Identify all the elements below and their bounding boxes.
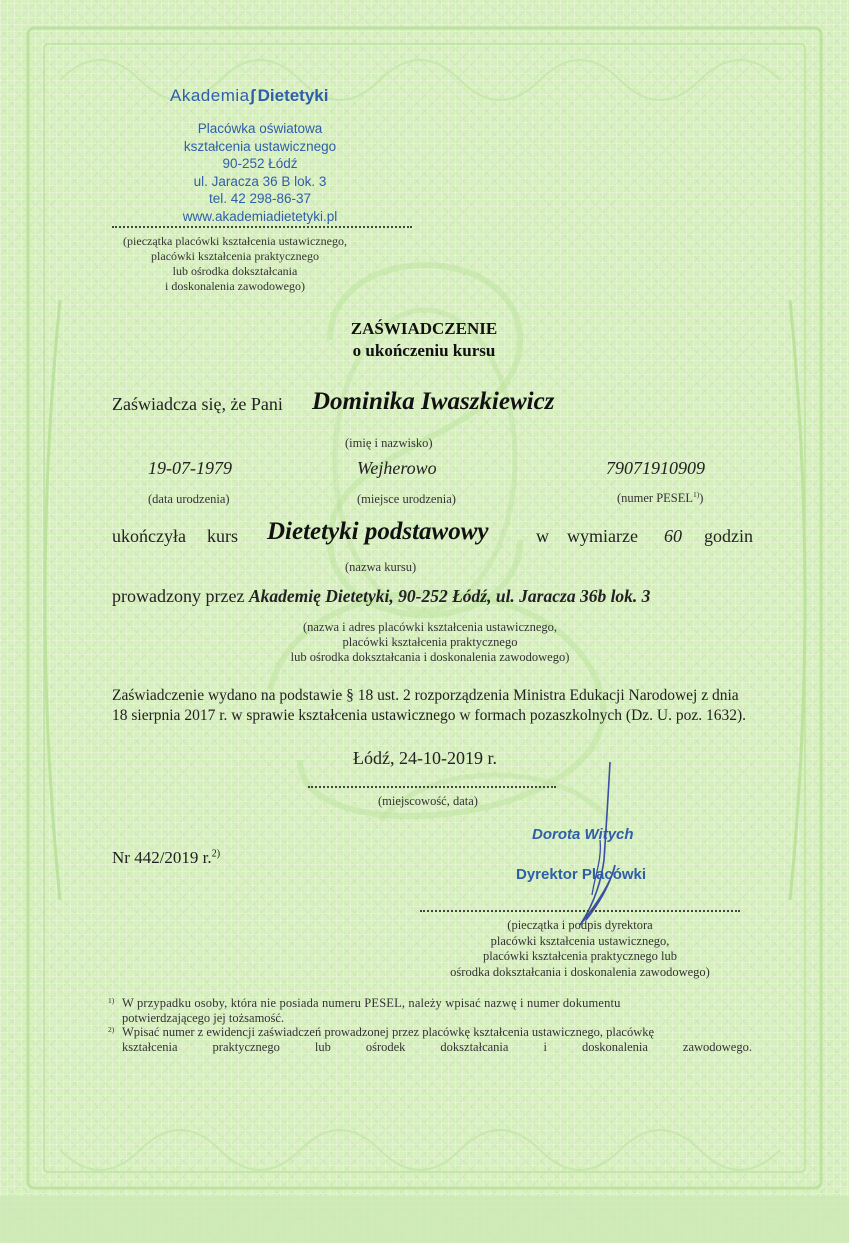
director-stamp-title: Dyrektor Placówki (516, 866, 647, 883)
stamp-caption-line: lub ośrodka dokształcania (172, 264, 298, 278)
director-caption (430, 918, 730, 980)
footnote-ref-1: 1) (693, 490, 700, 499)
footnote-2-word: i (543, 1039, 547, 1054)
footnote-2-word: lub (314, 1039, 331, 1054)
stamp-caption-line: i doskonalenia zawodowego) (165, 279, 305, 293)
stamp-line: 90-252 Łódź (222, 156, 298, 171)
course-word: ukończyła (112, 526, 186, 546)
course-line (112, 518, 760, 552)
certificate-number (112, 848, 220, 868)
pesel-caption-text: (numer PESEL (617, 491, 694, 506)
footnote-1-mark: 1) (108, 996, 115, 1005)
name-caption: (imię i nazwisko) (345, 436, 433, 450)
birth-date-caption: (data urodzenia) (148, 492, 230, 506)
stamp-caption-line: placówki kształcenia praktycznego (151, 249, 319, 263)
stamp-caption (110, 234, 360, 294)
footnote-2-line-2 (122, 1040, 752, 1055)
conducted-by-institution: Akademię Dietetyki, 90-252 Łódź, ul. Jaracza 36b lok. 3 (248, 586, 651, 606)
director-caption-line: placówki kształcenia praktycznego lub (482, 949, 678, 963)
place-date-dotted-line (308, 786, 556, 788)
footnote-2-word: dokształcania (440, 1039, 509, 1054)
institution-logo (170, 86, 328, 106)
stamp-caption-line: (pieczątka placówki kształcenia ustawicznego, (123, 234, 347, 248)
footnote-2 (108, 1025, 758, 1054)
footnote-2-word: kształcenia (122, 1039, 178, 1054)
course-word: godzin (704, 526, 753, 546)
stamp-dotted-line (112, 226, 412, 228)
stamp-line: tel. 42 298-86-37 (208, 191, 312, 206)
person-name: Dominika Iwaszkiewicz (312, 388, 555, 415)
conducted-caption-line: (nazwa i adres placówki kształcenia ustawicznego, (302, 620, 558, 634)
conducted-caption-line: placówki kształcenia praktycznego (342, 635, 518, 649)
conducted-by-prefix: prowadzony przez (112, 586, 245, 606)
conducted-by-caption (230, 620, 630, 665)
footnote-2-line-1: Wpisać numer z ewidencji zaświadczeń prowadzonej przez placówkę kształcenia ustawicznego, placówkę (122, 1025, 655, 1039)
birth-place: Wejherowo (357, 458, 437, 478)
logo-text-akademia: Akademia (170, 86, 250, 105)
footnote-1 (108, 996, 758, 1025)
place-date-caption: (miejscowość, data) (378, 794, 478, 808)
footnote-2-mark: 2) (108, 1025, 115, 1034)
stamp-line: Placówka oświatowa (197, 121, 323, 136)
legal-basis (112, 686, 746, 726)
stamp-address-block (150, 120, 370, 225)
legal-line-1: Zaświadczenie wydano na podstawie § 18 ust. 2 rozporządzenia Ministra Edukacji Narodowej z dnia (112, 687, 739, 704)
stamp-line: kształcenia ustawicznego (183, 138, 337, 154)
pesel-number: 79071910909 (606, 458, 705, 478)
director-stamp-name: Dorota Witych (532, 826, 634, 843)
footnote-2-word: doskonalenia (581, 1039, 648, 1054)
pesel-caption-end: ) (699, 491, 704, 506)
course-word: wymiarze (567, 526, 638, 546)
pesel-caption (617, 490, 703, 506)
director-caption-line: (pieczątka i podpis dyrektora (507, 918, 653, 932)
title-line-2: o ukończeniu kursu (352, 341, 496, 360)
logo-figure-icon: ʃ (249, 86, 256, 105)
conducted-caption-line: lub ośrodka dokształcania i doskonalenia zawodowego) (290, 650, 570, 664)
place-date: Łódź, 24-10-2019 r. (353, 748, 497, 768)
person-intro: Zaświadcza się, że Pani (112, 394, 283, 414)
stamp-line: www.akademiadietetyki.pl (182, 208, 338, 224)
birth-date: 19-07-1979 (148, 458, 232, 478)
conducted-by-line (112, 586, 650, 607)
director-caption-line: ośrodka dokształcania i doskonalenia zawodowego) (450, 964, 710, 979)
course-name: Dietetyki podstawowy (267, 518, 489, 545)
certificate-number-value: Nr 442/2019 r. (112, 848, 212, 867)
title-line-1: ZAŚWIADCZENIE (350, 319, 498, 338)
footnotes (108, 996, 758, 1054)
footnote-2-word: ośrodek (365, 1039, 406, 1054)
stamp-line: ul. Jaracza 36 B lok. 3 (193, 173, 327, 189)
course-name-caption: (nazwa kursu) (345, 560, 417, 574)
footnote-ref-2: 2) (211, 848, 221, 860)
logo-text-dietetyki: Dietetyki (257, 86, 329, 105)
footnote-2-word: zawodowego. (682, 1039, 752, 1054)
birth-place-caption: (miejsce urodzenia) (357, 492, 456, 506)
footnote-2-word: praktycznego (212, 1039, 280, 1054)
course-word: w (536, 526, 549, 546)
director-dotted-line (420, 910, 740, 912)
footnote-1-line-2: potwierdzającego jej tożsamość. (122, 1010, 285, 1025)
legal-line-2: 18 sierpnia 2017 r. w sprawie kształcenia ustawicznego w formach pozaszkolnych (Dz. U. poz. 1632). (112, 707, 747, 724)
footnote-1-line-1: W przypadku osoby, która nie posiada numeru PESEL, należy wpisać nazwę i numer dokumentu (122, 996, 621, 1010)
certificate-title (324, 318, 524, 362)
course-word: kurs (207, 526, 238, 546)
course-hours: 60 (664, 526, 682, 546)
director-caption-line: placówki kształcenia ustawicznego, (490, 933, 670, 948)
